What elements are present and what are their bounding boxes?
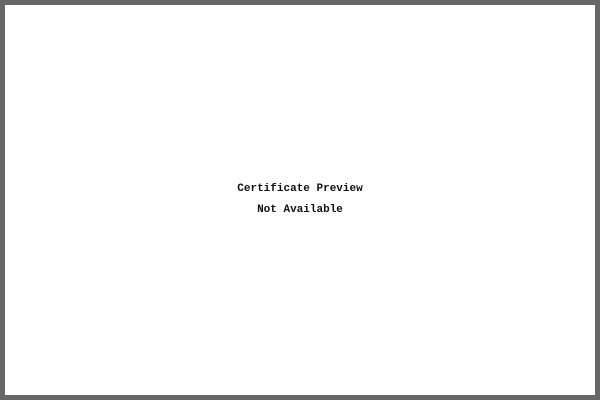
preview-status: Not Available	[257, 204, 343, 216]
preview-message	[237, 179, 362, 221]
preview-title: Certificate Preview	[237, 183, 363, 195]
